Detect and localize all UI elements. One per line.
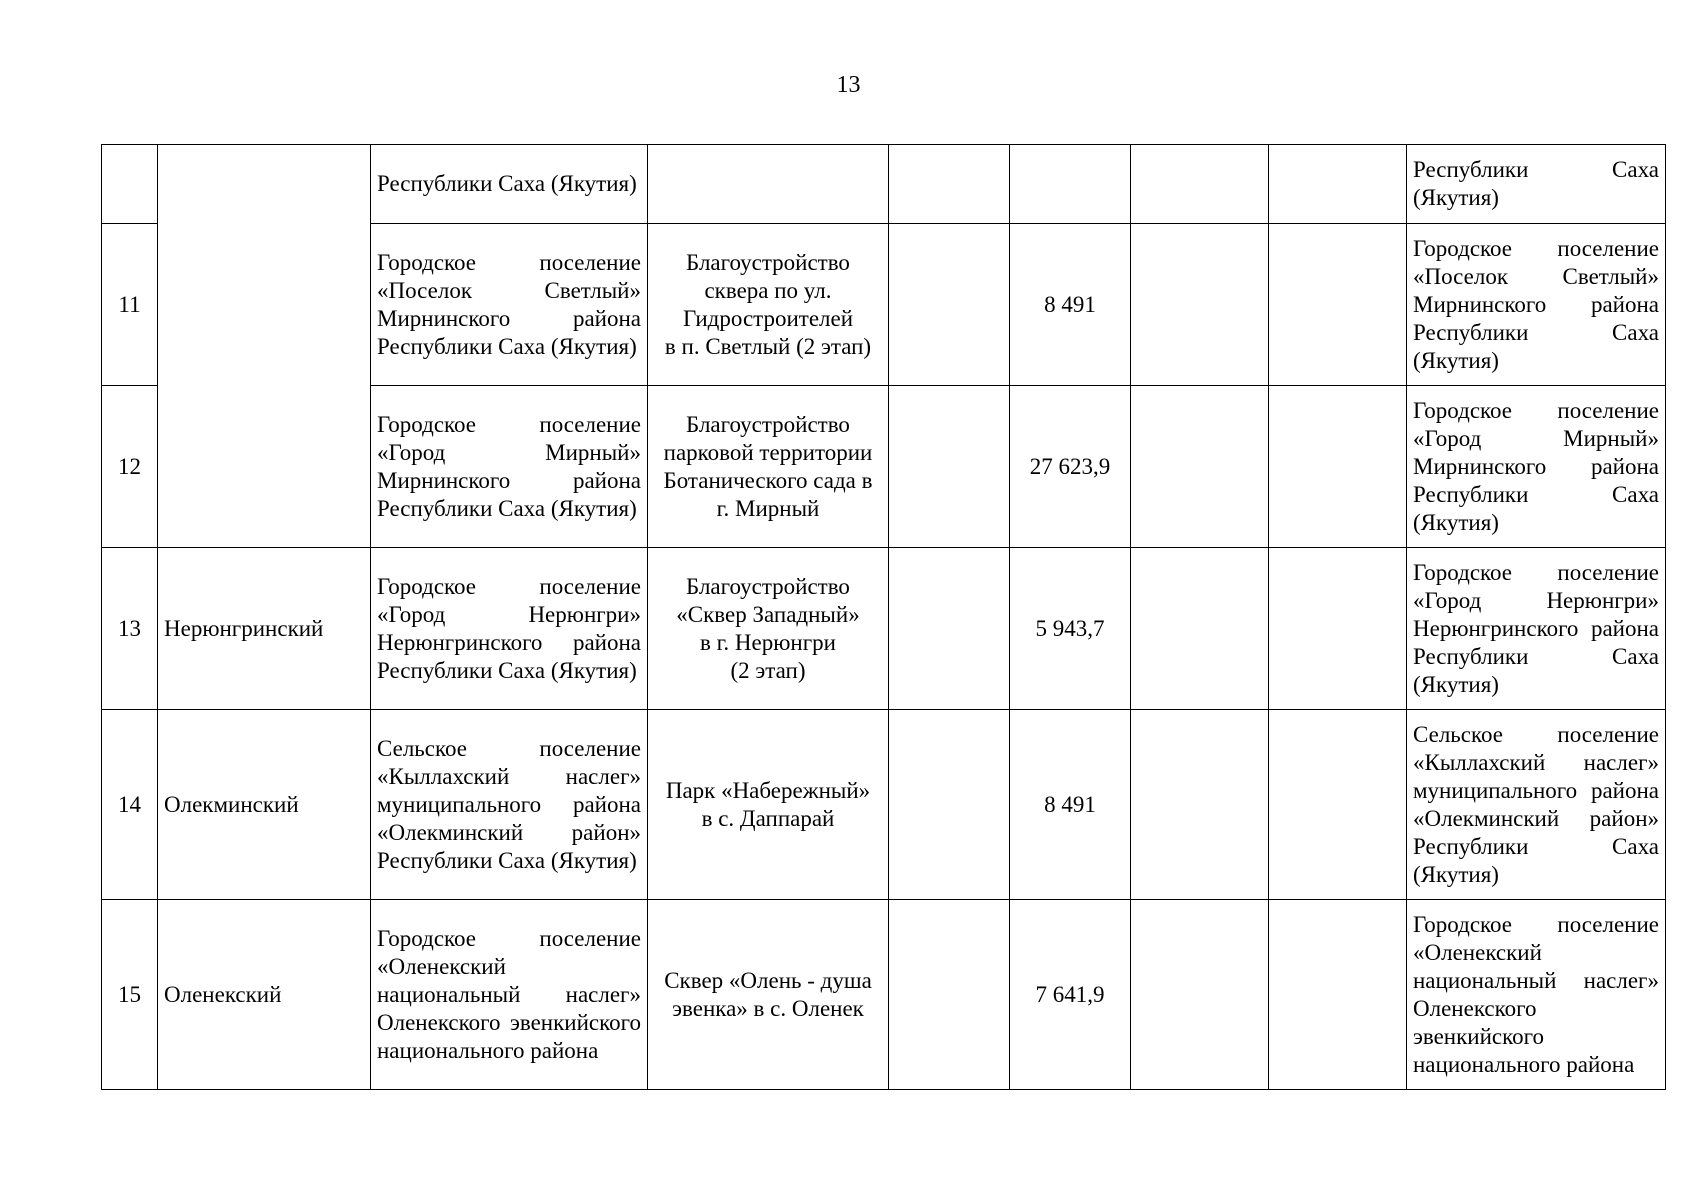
project-cell (648, 710, 889, 900)
page-number: 13 (836, 72, 861, 98)
project-line: Благоустройство (686, 573, 850, 599)
empty-cell (1269, 710, 1407, 900)
recipient-cell: Республики Саха (Якутия) (371, 145, 648, 224)
empty-cell (889, 900, 1010, 1090)
amount-cell (1010, 145, 1131, 224)
empty-cell (1131, 710, 1269, 900)
empty-cell (1269, 145, 1407, 224)
project-line: Ботанического сада в (663, 467, 873, 493)
row-number-cell: 15 (102, 900, 158, 1090)
beneficiary-cell: Городское поселение «Город Мирный» Мирнинского района Республики Саха (Якутия) (1407, 386, 1666, 548)
amount-cell: 5 943,7 (1010, 548, 1131, 710)
empty-cell (1269, 548, 1407, 710)
project-line: Сквер «Олень - душа (664, 967, 872, 993)
district-cell: Нерюнгринский (158, 548, 371, 710)
empty-cell (1269, 386, 1407, 548)
table-row (102, 900, 1666, 1090)
row-number-cell: 14 (102, 710, 158, 900)
empty-cell (1131, 145, 1269, 224)
project-line: Парк «Набережный» (665, 777, 871, 803)
beneficiary-cell: Городское поселение «Оленекский национальный наслег» Оленекского эвенкийского национального района (1407, 900, 1666, 1090)
table-row (102, 548, 1666, 710)
allocation-table (101, 144, 1666, 1090)
beneficiary-cell: Городское поселение «Поселок Светлый» Мирнинского района Республики Саха (Якутия) (1407, 224, 1666, 386)
empty-cell (1131, 386, 1269, 548)
project-line: (2 этап) (730, 657, 806, 683)
district-cell: Олекминский (158, 710, 371, 900)
project-line: Благоустройство (686, 411, 850, 437)
row-number-cell: 12 (102, 386, 158, 548)
table-row (102, 145, 1666, 224)
project-line: г. Мирный (716, 495, 820, 521)
project-cell (648, 224, 889, 386)
project-line: эвенка» в с. Оленек (672, 995, 864, 1021)
amount-cell: 8 491 (1010, 710, 1131, 900)
empty-cell (889, 224, 1010, 386)
district-cell (158, 145, 371, 548)
project-line: Благоустройство (686, 249, 850, 275)
district-cell: Оленекский (158, 900, 371, 1090)
beneficiary-cell: Республики Саха (Якутия) (1407, 145, 1666, 224)
amount-cell: 7 641,9 (1010, 900, 1131, 1090)
recipient-cell: Городское поселение «Оленекский национальный наслег» Оленекского эвенкийского национального района (371, 900, 648, 1090)
project-line: в п. Светлый (2 этап) (664, 333, 872, 359)
project-cell (648, 548, 889, 710)
recipient-cell: Городское поселение «Поселок Светлый» Мирнинского района Республики Саха (Якутия) (371, 224, 648, 386)
project-line: парковой территории (663, 439, 873, 465)
beneficiary-cell: Городское поселение «Город Нерюнгри» Нерюнгринского района Республики Саха (Якутия) (1407, 548, 1666, 710)
empty-cell (889, 386, 1010, 548)
project-line: в г. Нерюнгри (699, 629, 836, 655)
empty-cell (889, 145, 1010, 224)
row-number-cell: 13 (102, 548, 158, 710)
project-line: сквера по ул. (704, 277, 832, 303)
empty-cell (1131, 548, 1269, 710)
project-cell (648, 386, 889, 548)
row-number-cell (102, 145, 158, 224)
empty-cell (889, 548, 1010, 710)
table-row (102, 710, 1666, 900)
recipient-cell: Городское поселение «Город Мирный» Мирнинского района Республики Саха (Якутия) (371, 386, 648, 548)
project-cell (648, 145, 889, 224)
row-number-cell: 11 (102, 224, 158, 386)
amount-cell: 8 491 (1010, 224, 1131, 386)
project-cell (648, 900, 889, 1090)
project-line: Гидростроителей (682, 305, 854, 331)
beneficiary-cell: Сельское поселение «Кыллахский наслег» муниципального района «Олекминский район» Республики Саха (Якутия) (1407, 710, 1666, 900)
empty-cell (1269, 900, 1407, 1090)
recipient-cell: Городское поселение «Город Нерюнгри» Нерюнгринского района Республики Саха (Якутия) (371, 548, 648, 710)
empty-cell (889, 710, 1010, 900)
empty-cell (1131, 224, 1269, 386)
empty-cell (1131, 900, 1269, 1090)
project-line: «Сквер Западный» (676, 601, 860, 627)
amount-cell: 27 623,9 (1010, 386, 1131, 548)
empty-cell (1269, 224, 1407, 386)
recipient-cell: Сельское поселение «Кыллахский наслег» муниципального района «Олекминский район» Республики Саха (Якутия) (371, 710, 648, 900)
project-line: в с. Даппарай (701, 805, 835, 831)
